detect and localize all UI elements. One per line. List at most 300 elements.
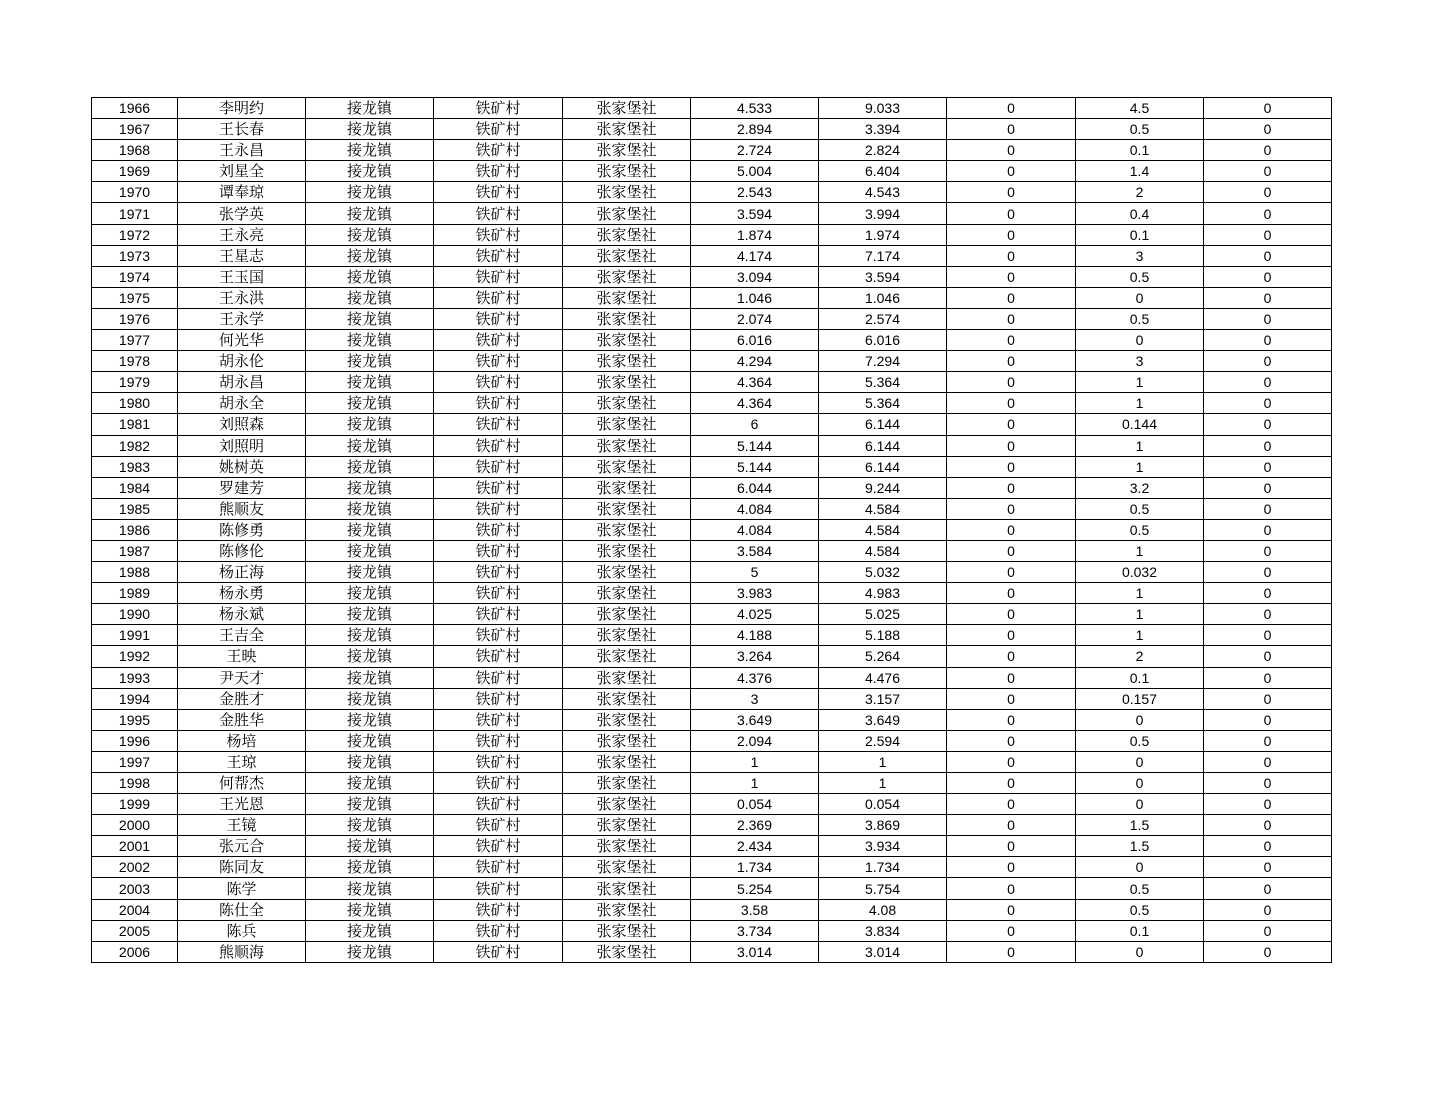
value-e-cell: 0 [1204, 498, 1332, 519]
name-cell: 张元合 [178, 836, 306, 857]
table-row [92, 836, 1332, 857]
value-e-cell: 0 [1204, 604, 1332, 625]
group-cell: 张家堡社 [563, 688, 691, 709]
name-cell: 王永昌 [178, 140, 306, 161]
value-d-cell: 1 [1076, 393, 1204, 414]
group-cell: 张家堡社 [563, 899, 691, 920]
value-e-cell: 0 [1204, 878, 1332, 899]
value-e-cell: 0 [1204, 330, 1332, 351]
value-d-cell: 1 [1076, 540, 1204, 561]
value-b-cell: 1 [819, 773, 947, 794]
value-e-cell: 0 [1204, 98, 1332, 119]
village-cell: 铁矿村 [434, 815, 563, 836]
town-cell: 接龙镇 [306, 161, 434, 182]
table-row [92, 498, 1332, 519]
town-cell: 接龙镇 [306, 140, 434, 161]
value-e-cell: 0 [1204, 519, 1332, 540]
village-cell: 铁矿村 [434, 372, 563, 393]
village-cell: 铁矿村 [434, 562, 563, 583]
name-cell: 刘照森 [178, 414, 306, 435]
town-cell: 接龙镇 [306, 583, 434, 604]
town-cell: 接龙镇 [306, 604, 434, 625]
town-cell: 接龙镇 [306, 857, 434, 878]
group-cell: 张家堡社 [563, 330, 691, 351]
value-a-cell: 2.724 [691, 140, 819, 161]
value-d-cell: 0.1 [1076, 224, 1204, 245]
town-cell: 接龙镇 [306, 625, 434, 646]
id-cell: 1987 [92, 540, 178, 561]
town-cell: 接龙镇 [306, 393, 434, 414]
value-b-cell: 5.364 [819, 393, 947, 414]
value-c-cell: 0 [947, 287, 1076, 308]
value-b-cell: 5.025 [819, 604, 947, 625]
group-cell: 张家堡社 [563, 583, 691, 604]
value-b-cell: 6.404 [819, 161, 947, 182]
table-row [92, 751, 1332, 772]
table-row [92, 393, 1332, 414]
value-e-cell: 0 [1204, 688, 1332, 709]
name-cell: 陈兵 [178, 920, 306, 941]
value-c-cell: 0 [947, 899, 1076, 920]
value-c-cell: 0 [947, 562, 1076, 583]
value-c-cell: 0 [947, 119, 1076, 140]
table-body [92, 98, 1332, 963]
value-c-cell: 0 [947, 182, 1076, 203]
value-c-cell: 0 [947, 857, 1076, 878]
table-row [92, 688, 1332, 709]
value-a-cell: 2.894 [691, 119, 819, 140]
value-b-cell: 4.983 [819, 583, 947, 604]
village-cell: 铁矿村 [434, 751, 563, 772]
name-cell: 王永学 [178, 308, 306, 329]
value-b-cell: 6.144 [819, 435, 947, 456]
value-b-cell: 7.174 [819, 245, 947, 266]
value-c-cell: 0 [947, 836, 1076, 857]
group-cell: 张家堡社 [563, 456, 691, 477]
table-row [92, 646, 1332, 667]
group-cell: 张家堡社 [563, 941, 691, 962]
table-row [92, 372, 1332, 393]
value-d-cell: 0.1 [1076, 667, 1204, 688]
name-cell: 陈修勇 [178, 519, 306, 540]
id-cell: 1994 [92, 688, 178, 709]
town-cell: 接龙镇 [306, 119, 434, 140]
group-cell: 张家堡社 [563, 224, 691, 245]
id-cell: 2003 [92, 878, 178, 899]
town-cell: 接龙镇 [306, 836, 434, 857]
value-b-cell: 5.188 [819, 625, 947, 646]
value-a-cell: 3.983 [691, 583, 819, 604]
id-cell: 1971 [92, 203, 178, 224]
village-cell: 铁矿村 [434, 899, 563, 920]
value-d-cell: 3 [1076, 351, 1204, 372]
town-cell: 接龙镇 [306, 351, 434, 372]
value-d-cell: 0.144 [1076, 414, 1204, 435]
table-row [92, 224, 1332, 245]
village-cell: 铁矿村 [434, 773, 563, 794]
value-a-cell: 6 [691, 414, 819, 435]
value-b-cell: 1.734 [819, 857, 947, 878]
town-cell: 接龙镇 [306, 414, 434, 435]
town-cell: 接龙镇 [306, 435, 434, 456]
group-cell: 张家堡社 [563, 667, 691, 688]
value-a-cell: 6.016 [691, 330, 819, 351]
group-cell: 张家堡社 [563, 182, 691, 203]
value-a-cell: 4.376 [691, 667, 819, 688]
id-cell: 1982 [92, 435, 178, 456]
value-b-cell: 4.584 [819, 540, 947, 561]
value-d-cell: 0.1 [1076, 920, 1204, 941]
value-d-cell: 0.032 [1076, 562, 1204, 583]
value-d-cell: 0.4 [1076, 203, 1204, 224]
value-e-cell: 0 [1204, 836, 1332, 857]
value-d-cell: 0.5 [1076, 308, 1204, 329]
value-e-cell: 0 [1204, 857, 1332, 878]
name-cell: 尹天才 [178, 667, 306, 688]
name-cell: 何光华 [178, 330, 306, 351]
value-c-cell: 0 [947, 709, 1076, 730]
village-cell: 铁矿村 [434, 456, 563, 477]
id-cell: 1976 [92, 308, 178, 329]
value-c-cell: 0 [947, 140, 1076, 161]
value-a-cell: 1 [691, 773, 819, 794]
name-cell: 熊顺海 [178, 941, 306, 962]
value-d-cell: 0.5 [1076, 730, 1204, 751]
value-d-cell: 2 [1076, 646, 1204, 667]
value-e-cell: 0 [1204, 224, 1332, 245]
town-cell: 接龙镇 [306, 372, 434, 393]
value-d-cell: 0 [1076, 941, 1204, 962]
value-d-cell: 0.5 [1076, 498, 1204, 519]
town-cell: 接龙镇 [306, 203, 434, 224]
value-d-cell: 0 [1076, 709, 1204, 730]
town-cell: 接龙镇 [306, 266, 434, 287]
value-e-cell: 0 [1204, 730, 1332, 751]
id-cell: 1966 [92, 98, 178, 119]
name-cell: 王长春 [178, 119, 306, 140]
value-c-cell: 0 [947, 773, 1076, 794]
value-e-cell: 0 [1204, 751, 1332, 772]
value-b-cell: 1 [819, 751, 947, 772]
group-cell: 张家堡社 [563, 119, 691, 140]
value-b-cell: 6.016 [819, 330, 947, 351]
value-e-cell: 0 [1204, 794, 1332, 815]
name-cell: 陈学 [178, 878, 306, 899]
value-e-cell: 0 [1204, 773, 1332, 794]
value-c-cell: 0 [947, 98, 1076, 119]
value-b-cell: 3.934 [819, 836, 947, 857]
village-cell: 铁矿村 [434, 730, 563, 751]
id-cell: 1993 [92, 667, 178, 688]
village-cell: 铁矿村 [434, 266, 563, 287]
name-cell: 胡永昌 [178, 372, 306, 393]
value-d-cell: 2 [1076, 182, 1204, 203]
id-cell: 1977 [92, 330, 178, 351]
value-c-cell: 0 [947, 414, 1076, 435]
value-a-cell: 3.264 [691, 646, 819, 667]
table-row [92, 941, 1332, 962]
table-row [92, 245, 1332, 266]
village-cell: 铁矿村 [434, 878, 563, 899]
value-a-cell: 5.144 [691, 456, 819, 477]
value-a-cell: 4.025 [691, 604, 819, 625]
value-d-cell: 1 [1076, 435, 1204, 456]
value-a-cell: 5.254 [691, 878, 819, 899]
value-c-cell: 0 [947, 540, 1076, 561]
table-row [92, 878, 1332, 899]
town-cell: 接龙镇 [306, 941, 434, 962]
table-row [92, 435, 1332, 456]
name-cell: 杨永勇 [178, 583, 306, 604]
value-d-cell: 0.5 [1076, 899, 1204, 920]
name-cell: 王镜 [178, 815, 306, 836]
village-cell: 铁矿村 [434, 351, 563, 372]
table-row [92, 182, 1332, 203]
value-c-cell: 0 [947, 751, 1076, 772]
name-cell: 胡永全 [178, 393, 306, 414]
value-d-cell: 0.5 [1076, 266, 1204, 287]
value-a-cell: 4.084 [691, 498, 819, 519]
data-table [91, 97, 1332, 963]
value-e-cell: 0 [1204, 477, 1332, 498]
name-cell: 杨培 [178, 730, 306, 751]
id-cell: 1983 [92, 456, 178, 477]
group-cell: 张家堡社 [563, 245, 691, 266]
value-d-cell: 1 [1076, 456, 1204, 477]
village-cell: 铁矿村 [434, 287, 563, 308]
village-cell: 铁矿村 [434, 245, 563, 266]
id-cell: 1988 [92, 562, 178, 583]
value-e-cell: 0 [1204, 646, 1332, 667]
town-cell: 接龙镇 [306, 477, 434, 498]
name-cell: 刘星全 [178, 161, 306, 182]
value-b-cell: 2.594 [819, 730, 947, 751]
table-row [92, 562, 1332, 583]
value-b-cell: 5.364 [819, 372, 947, 393]
value-b-cell: 2.824 [819, 140, 947, 161]
village-cell: 铁矿村 [434, 161, 563, 182]
name-cell: 陈修伦 [178, 540, 306, 561]
village-cell: 铁矿村 [434, 646, 563, 667]
table-row [92, 857, 1332, 878]
table-row [92, 161, 1332, 182]
value-c-cell: 0 [947, 308, 1076, 329]
table-row [92, 730, 1332, 751]
village-cell: 铁矿村 [434, 477, 563, 498]
town-cell: 接龙镇 [306, 667, 434, 688]
town-cell: 接龙镇 [306, 920, 434, 941]
name-cell: 熊顺友 [178, 498, 306, 519]
group-cell: 张家堡社 [563, 498, 691, 519]
value-e-cell: 0 [1204, 308, 1332, 329]
group-cell: 张家堡社 [563, 414, 691, 435]
value-d-cell: 3.2 [1076, 477, 1204, 498]
value-b-cell: 3.869 [819, 815, 947, 836]
value-a-cell: 2.369 [691, 815, 819, 836]
village-cell: 铁矿村 [434, 414, 563, 435]
value-c-cell: 0 [947, 351, 1076, 372]
town-cell: 接龙镇 [306, 899, 434, 920]
name-cell: 杨正海 [178, 562, 306, 583]
group-cell: 张家堡社 [563, 815, 691, 836]
value-b-cell: 1.974 [819, 224, 947, 245]
value-b-cell: 3.014 [819, 941, 947, 962]
table-row [92, 203, 1332, 224]
value-d-cell: 0.157 [1076, 688, 1204, 709]
town-cell: 接龙镇 [306, 794, 434, 815]
value-b-cell: 3.594 [819, 266, 947, 287]
group-cell: 张家堡社 [563, 857, 691, 878]
table-row [92, 794, 1332, 815]
town-cell: 接龙镇 [306, 498, 434, 519]
table-row [92, 414, 1332, 435]
id-cell: 1968 [92, 140, 178, 161]
id-cell: 1999 [92, 794, 178, 815]
value-d-cell: 0 [1076, 287, 1204, 308]
id-cell: 1972 [92, 224, 178, 245]
group-cell: 张家堡社 [563, 562, 691, 583]
value-c-cell: 0 [947, 604, 1076, 625]
name-cell: 王琼 [178, 751, 306, 772]
town-cell: 接龙镇 [306, 98, 434, 119]
town-cell: 接龙镇 [306, 730, 434, 751]
value-e-cell: 0 [1204, 815, 1332, 836]
name-cell: 王星志 [178, 245, 306, 266]
value-a-cell: 2.434 [691, 836, 819, 857]
group-cell: 张家堡社 [563, 625, 691, 646]
value-d-cell: 0.5 [1076, 119, 1204, 140]
table-row [92, 519, 1332, 540]
id-cell: 2002 [92, 857, 178, 878]
village-cell: 铁矿村 [434, 583, 563, 604]
value-a-cell: 3 [691, 688, 819, 709]
id-cell: 1967 [92, 119, 178, 140]
value-d-cell: 0.1 [1076, 140, 1204, 161]
id-cell: 1970 [92, 182, 178, 203]
village-cell: 铁矿村 [434, 308, 563, 329]
value-b-cell: 1.046 [819, 287, 947, 308]
town-cell: 接龙镇 [306, 688, 434, 709]
value-b-cell: 9.244 [819, 477, 947, 498]
value-e-cell: 0 [1204, 435, 1332, 456]
id-cell: 1969 [92, 161, 178, 182]
village-cell: 铁矿村 [434, 667, 563, 688]
village-cell: 铁矿村 [434, 393, 563, 414]
value-a-cell: 3.014 [691, 941, 819, 962]
value-e-cell: 0 [1204, 709, 1332, 730]
value-b-cell: 3.834 [819, 920, 947, 941]
value-a-cell: 1.874 [691, 224, 819, 245]
value-d-cell: 0 [1076, 751, 1204, 772]
value-e-cell: 0 [1204, 266, 1332, 287]
town-cell: 接龙镇 [306, 182, 434, 203]
value-e-cell: 0 [1204, 140, 1332, 161]
value-a-cell: 4.188 [691, 625, 819, 646]
name-cell: 王吉全 [178, 625, 306, 646]
town-cell: 接龙镇 [306, 646, 434, 667]
id-cell: 1984 [92, 477, 178, 498]
value-d-cell: 1.5 [1076, 815, 1204, 836]
table-row [92, 477, 1332, 498]
value-a-cell: 0.054 [691, 794, 819, 815]
value-d-cell: 0 [1076, 330, 1204, 351]
group-cell: 张家堡社 [563, 161, 691, 182]
value-a-cell: 4.533 [691, 98, 819, 119]
table-row [92, 456, 1332, 477]
name-cell: 杨永斌 [178, 604, 306, 625]
table-row [92, 119, 1332, 140]
table-row [92, 920, 1332, 941]
id-cell: 2006 [92, 941, 178, 962]
village-cell: 铁矿村 [434, 140, 563, 161]
group-cell: 张家堡社 [563, 287, 691, 308]
value-a-cell: 3.584 [691, 540, 819, 561]
value-c-cell: 0 [947, 794, 1076, 815]
value-d-cell: 1 [1076, 625, 1204, 646]
id-cell: 1981 [92, 414, 178, 435]
village-cell: 铁矿村 [434, 98, 563, 119]
town-cell: 接龙镇 [306, 751, 434, 772]
village-cell: 铁矿村 [434, 709, 563, 730]
value-d-cell: 0.5 [1076, 519, 1204, 540]
value-c-cell: 0 [947, 583, 1076, 604]
town-cell: 接龙镇 [306, 878, 434, 899]
town-cell: 接龙镇 [306, 224, 434, 245]
group-cell: 张家堡社 [563, 372, 691, 393]
table-row [92, 540, 1332, 561]
id-cell: 1978 [92, 351, 178, 372]
value-a-cell: 4.174 [691, 245, 819, 266]
value-e-cell: 0 [1204, 372, 1332, 393]
village-cell: 铁矿村 [434, 435, 563, 456]
value-c-cell: 0 [947, 519, 1076, 540]
value-b-cell: 0.054 [819, 794, 947, 815]
value-e-cell: 0 [1204, 625, 1332, 646]
value-e-cell: 0 [1204, 456, 1332, 477]
value-c-cell: 0 [947, 667, 1076, 688]
name-cell: 金胜才 [178, 688, 306, 709]
name-cell: 王光恩 [178, 794, 306, 815]
id-cell: 1985 [92, 498, 178, 519]
table-row [92, 709, 1332, 730]
value-c-cell: 0 [947, 815, 1076, 836]
value-c-cell: 0 [947, 730, 1076, 751]
name-cell: 陈仕全 [178, 899, 306, 920]
village-cell: 铁矿村 [434, 330, 563, 351]
village-cell: 铁矿村 [434, 540, 563, 561]
table-row [92, 330, 1332, 351]
id-cell: 1974 [92, 266, 178, 287]
value-b-cell: 3.994 [819, 203, 947, 224]
group-cell: 张家堡社 [563, 646, 691, 667]
value-d-cell: 4.5 [1076, 98, 1204, 119]
name-cell: 李明约 [178, 98, 306, 119]
village-cell: 铁矿村 [434, 794, 563, 815]
table-row [92, 815, 1332, 836]
value-a-cell: 5.004 [691, 161, 819, 182]
value-c-cell: 0 [947, 224, 1076, 245]
value-a-cell: 3.649 [691, 709, 819, 730]
value-c-cell: 0 [947, 245, 1076, 266]
group-cell: 张家堡社 [563, 308, 691, 329]
name-cell: 王永亮 [178, 224, 306, 245]
group-cell: 张家堡社 [563, 604, 691, 625]
value-c-cell: 0 [947, 646, 1076, 667]
value-a-cell: 2.543 [691, 182, 819, 203]
value-c-cell: 0 [947, 498, 1076, 519]
value-a-cell: 3.58 [691, 899, 819, 920]
value-a-cell: 2.094 [691, 730, 819, 751]
